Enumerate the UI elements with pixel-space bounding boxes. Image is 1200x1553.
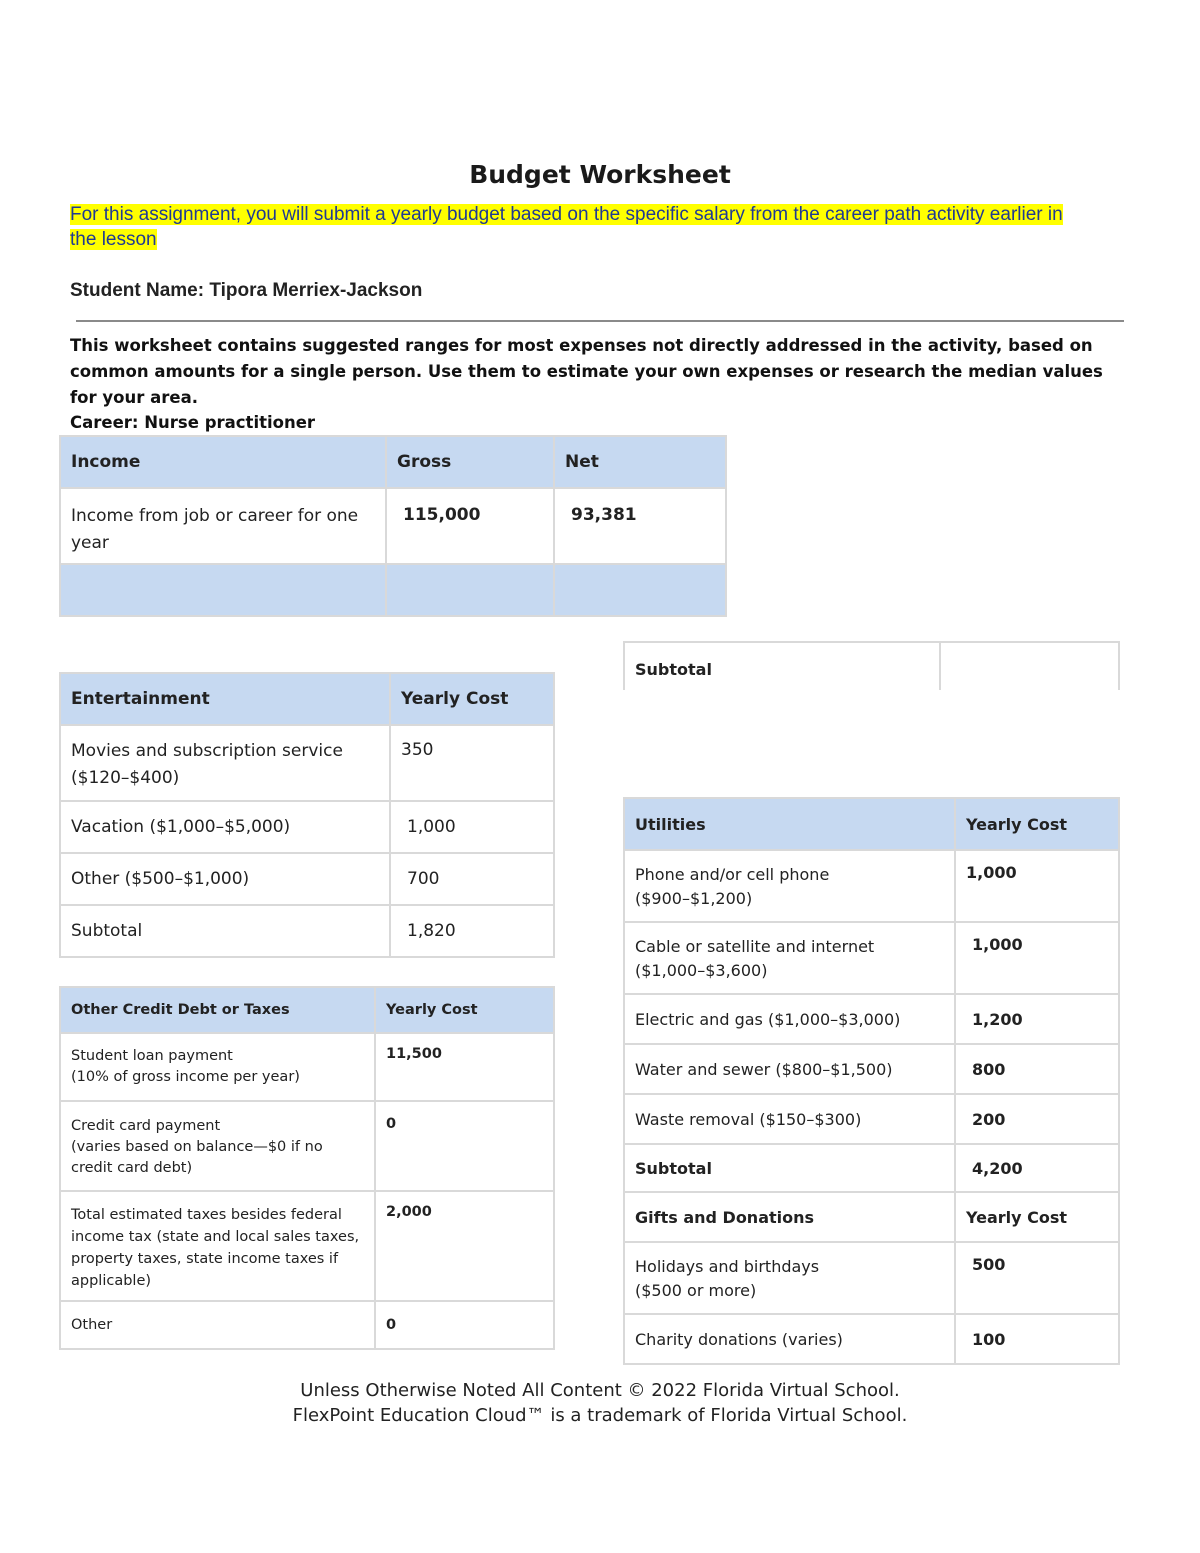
footer-copyright: Unless Otherwise Noted All Content © 2022 Florida Virtual School.	[300, 1380, 900, 1401]
entertainment-row-value: 700	[390, 853, 554, 905]
empty-cell	[60, 564, 386, 616]
other-debt-row-value: 0	[375, 1301, 554, 1349]
empty-cell	[386, 564, 554, 616]
other-debt-header-label: Other Credit Debt or Taxes	[60, 987, 375, 1033]
table-row	[60, 488, 726, 564]
entertainment-row-label: Vacation ($1,000–$5,000)	[60, 801, 390, 853]
yearly-cost-header: Yearly Cost	[955, 1192, 1119, 1242]
yearly-cost-header: Yearly Cost	[390, 673, 554, 725]
assignment-instructions	[70, 202, 1080, 252]
net-value: 93,381	[554, 488, 726, 564]
table-row	[60, 1191, 554, 1301]
student-name-label: Student Name:	[70, 280, 205, 301]
income-header-label: Income	[60, 436, 386, 488]
other-debt-header-row	[60, 987, 554, 1033]
utilities-row-value: 1,000	[955, 850, 1119, 922]
entertainment-table	[59, 672, 555, 958]
utilities-row-label: Waste removal ($150–$300)	[624, 1094, 955, 1144]
utilities-header-row	[624, 798, 1119, 850]
entertainment-row-value: 350	[390, 725, 554, 801]
entertainment-header-row	[60, 673, 554, 725]
footer-trademark: FlexPoint Education Cloud™ is a trademark of Florida Virtual School.	[292, 1405, 908, 1426]
table-row	[624, 1044, 1119, 1094]
gifts-header-row	[624, 1192, 1119, 1242]
utilities-row-value: 1,200	[955, 994, 1119, 1044]
table-row	[624, 850, 1119, 922]
other-debt-row-value: 0	[375, 1101, 554, 1191]
table-row	[624, 1314, 1119, 1364]
table-row	[624, 642, 1119, 690]
other-debt-row-label: Other	[60, 1301, 375, 1349]
entertainment-row-label: Movies and subscription service ($120–$400)	[60, 725, 390, 801]
income-table	[59, 435, 727, 617]
utilities-row-label: Phone and/or cell phone ($900–$1,200)	[624, 850, 955, 922]
gross-value: 115,000	[386, 488, 554, 564]
empty-cell	[554, 564, 726, 616]
utilities-row-label: Cable or satellite and internet ($1,000–$3,600)	[624, 922, 955, 994]
right-subtotal-value	[940, 642, 1119, 690]
table-row	[60, 905, 554, 957]
table-row	[60, 1301, 554, 1349]
footer	[0, 1378, 1200, 1428]
gifts-header-label: Gifts and Donations	[624, 1192, 955, 1242]
table-row	[624, 1242, 1119, 1314]
table-row	[60, 801, 554, 853]
utilities-row-value: 1,000	[955, 922, 1119, 994]
table-row	[624, 922, 1119, 994]
yearly-cost-header: Yearly Cost	[955, 798, 1119, 850]
right-subtotal-table	[623, 641, 1120, 690]
other-debt-row-value: 2,000	[375, 1191, 554, 1301]
student-name-value: Tipora Merriex-Jackson	[209, 280, 423, 301]
right-subtotal-label: Subtotal	[624, 642, 940, 690]
entertainment-subtotal-label: Subtotal	[60, 905, 390, 957]
table-row	[624, 1144, 1119, 1192]
table-row	[624, 994, 1119, 1044]
worksheet-note: This worksheet contains suggested ranges for most expenses not directly addressed in the activity, based on common amounts for a single person. Use them to estimate your own expenses or research the median values for your area.	[70, 336, 1103, 407]
other-debt-row-label: Student loan payment (10% of gross income per year)	[60, 1033, 375, 1101]
utilities-subtotal-value: 4,200	[955, 1144, 1119, 1192]
table-row	[60, 1033, 554, 1101]
utilities-subtotal-label: Subtotal	[624, 1144, 955, 1192]
gifts-row-value: 100	[955, 1314, 1119, 1364]
instructions-highlight: For this assignment, you will submit a yearly budget based on the specific salary from the career path activity earlier in the lesson	[70, 204, 1063, 250]
utilities-table	[623, 797, 1120, 1365]
utilities-header-label: Utilities	[624, 798, 955, 850]
other-debt-row-value: 11,500	[375, 1033, 554, 1101]
table-row	[624, 1094, 1119, 1144]
net-header: Net	[554, 436, 726, 488]
table-row	[60, 725, 554, 801]
entertainment-header-label: Entertainment	[60, 673, 390, 725]
horizontal-divider	[76, 320, 1124, 322]
other-debt-row-label: Credit card payment (varies based on balance—$0 if no credit card debt)	[60, 1101, 375, 1191]
income-row-label: Income from job or career for one year	[60, 488, 386, 564]
entertainment-subtotal-value: 1,820	[390, 905, 554, 957]
table-row	[60, 853, 554, 905]
utilities-row-label: Electric and gas ($1,000–$3,000)	[624, 994, 955, 1044]
gifts-row-value: 500	[955, 1242, 1119, 1314]
other-debt-table	[59, 986, 555, 1350]
page-title: Budget Worksheet	[469, 160, 731, 189]
income-empty-row	[60, 564, 726, 616]
other-debt-row-label: Total estimated taxes besides federal income tax (state and local sales taxes, property taxes, state income taxes if applicable)	[60, 1191, 375, 1301]
gross-header: Gross	[386, 436, 554, 488]
utilities-row-label: Water and sewer ($800–$1,500)	[624, 1044, 955, 1094]
yearly-cost-header: Yearly Cost	[375, 987, 554, 1033]
entertainment-row-label: Other ($500–$1,000)	[60, 853, 390, 905]
gifts-row-label: Charity donations (varies)	[624, 1314, 955, 1364]
career-label: Career: Nurse practitioner	[70, 413, 316, 432]
utilities-row-value: 800	[955, 1044, 1119, 1094]
gifts-row-label: Holidays and birthdays ($500 or more)	[624, 1242, 955, 1314]
utilities-row-value: 200	[955, 1094, 1119, 1144]
table-row	[60, 1101, 554, 1191]
entertainment-row-value: 1,000	[390, 801, 554, 853]
student-name-line	[70, 280, 422, 302]
income-header-row	[60, 436, 726, 488]
